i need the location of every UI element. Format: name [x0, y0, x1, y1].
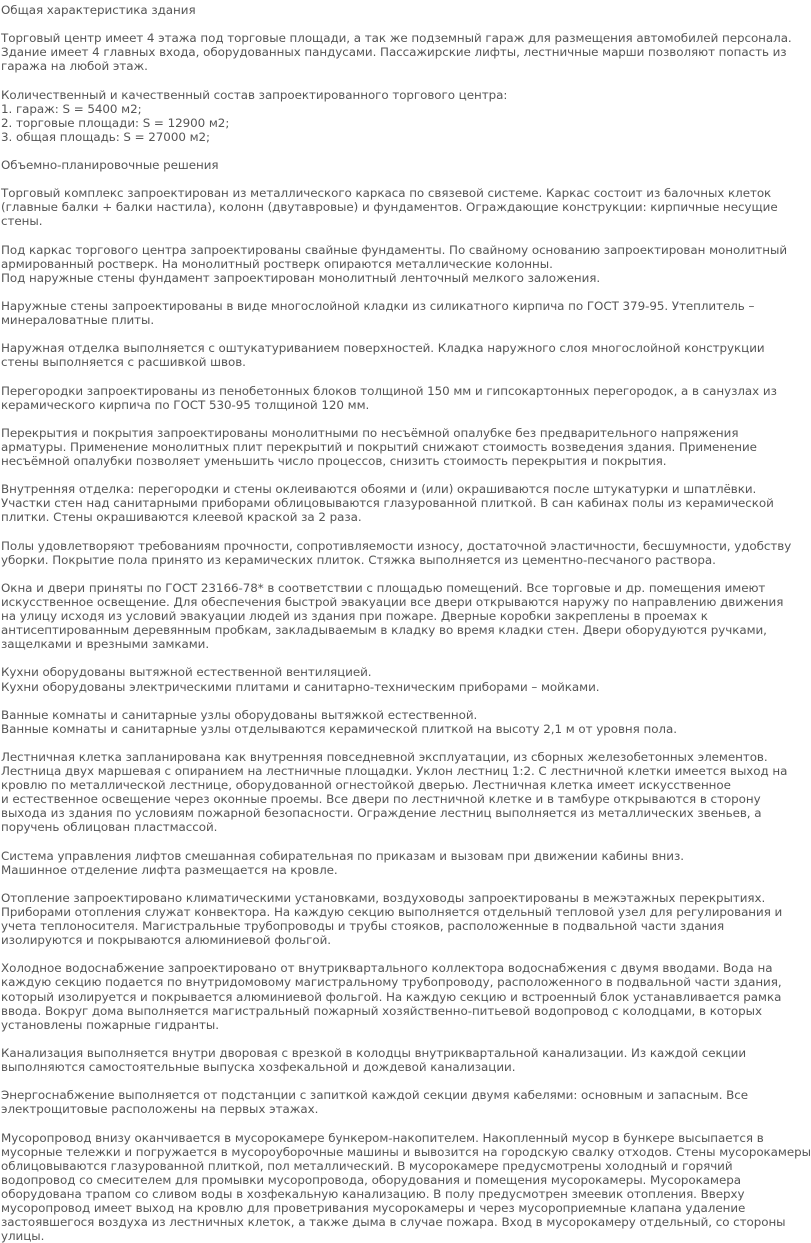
paragraph [1, 1046, 699, 1074]
text-line: Под каркас торгового центра запроектированы свайные фундаменты. По свайному основанию запроектирован монолитный [1, 243, 699, 257]
text-line: кровлю по металлической лестнице, оборудованной огнестойкой дверью. Лестничная клетка имеет искусственное [1, 778, 699, 792]
text-line: ввода. Вокруг дома выполняется магистральный пожарный хозяйственно-питьевой водопровод с колодцами, в которых [1, 1004, 699, 1018]
text-line: Лестница двух маршевая с опиранием на лестничные площадки. Уклон лестниц 1:2. С лестничной клетки имеется выход на [1, 764, 699, 778]
text-line: каждую секцию подается по внутридомовому магистральному трубопроводу, расположенного в подвальной части здания, [1, 975, 699, 989]
text-line: Перекрытия и покрытия запроектированы монолитными по несъёмной опалубке без предварительного напряжения [1, 426, 699, 440]
text-line: на улицу исходя из условий эвакуации людей из здания при пожаре. Дверные коробки закреплены в проемах к [1, 609, 699, 623]
text-line: поручень облицован пластмассой. [1, 820, 699, 834]
paragraph [1, 341, 699, 369]
text-line: (главные балки + балки настила), колонн (двутавровые) и фундаментов. Ограждающие конструкции: кирпичные несущие [1, 200, 699, 214]
text-line: застоявшегося воздуха из лестничных клеток, а также дыма в случае пожара. Вход в мусорокамеру отдельный, со стороны [1, 1215, 699, 1229]
text-line: уборки. Покрытие пола принято из керамических плиток. Стяжка выполняется из цементно-песчаного раствора. [1, 553, 699, 567]
text-line: Холодное водоснабжение запроектировано от внутриквартального коллектора водоснабжения с двумя вводами. Вода на [1, 961, 699, 975]
text-line: защелками и врезными замками. [1, 637, 699, 651]
text-line: который изолируется и покрывается алюминиевой фольгой. На каждую секцию и встроенный блок устанавливается рамка [1, 990, 699, 1004]
paragraph [1, 750, 699, 835]
text-line: и естественное освещение через оконные проемы. Все двери по лестничной клетке и в тамбуре открываются в сторону [1, 792, 699, 806]
paragraph [1, 243, 699, 285]
text-line: несъёмной опалубки позволяет уменьшить число процессов, снизить стоимость перекрытия и покрытия. [1, 454, 699, 468]
text-line: Под наружные стены фундамент запроектирован монолитный ленточный мелкого заложения. [1, 271, 699, 285]
paragraph [1, 1088, 699, 1116]
text-line: керамического кирпича по ГОСТ 530-95 толщиной 120 мм. [1, 398, 699, 412]
paragraph [1, 88, 699, 144]
text-line: водопровод со смесителем для промывки мусоропровода, оборудования и помещения мусорокамеры. Мусорокамера [1, 1173, 699, 1187]
text-line: Торговый центр имеет 4 этажа под торговые площади, а так же подземный гараж для размещения автомобилей персонала. [1, 31, 699, 45]
paragraph [1, 849, 699, 877]
section-heading [1, 3, 699, 17]
text-line: Лестничная клетка запланирована как внутренняя повседневной эксплуатации, из сборных железобетонных элементов. [1, 750, 699, 764]
text-line: Приборами отопления служат конвектора. На каждую секцию выполняется отдельный тепловой узел для регулирования и [1, 905, 699, 919]
text-line: Канализация выполняется внутри дворовая с врезкой в колодцы внутриквартальной канализации. Из каждой секции [1, 1046, 699, 1060]
text-line: Участки стен над санитарными приборами облицовываются глазурованной плиткой. В сан кабинах полы из керамической [1, 496, 699, 510]
text-line: Энергоснабжение выполняется от подстанции с запиткой каждой секции двумя кабелями: основным и запасным. Все [1, 1088, 699, 1102]
section-heading [1, 158, 699, 172]
paragraph [1, 708, 699, 736]
text-line: арматуры. Применение монолитных плит перекрытий и покрытий снижают стоимость возведения здания. Применение [1, 440, 699, 454]
text-line: армированный ростверк. На монолитный ростверк опираются металлические колонны. [1, 257, 699, 271]
text-line: Ванные комнаты и санитарные узлы оборудованы вытяжкой естественной. [1, 708, 699, 722]
text-line: Кухни оборудованы вытяжной естественной вентиляцией. [1, 665, 699, 679]
text-line: облицовываются глазурованной плиткой, пол металлический. В мусорокамере предусмотрены холодный и горячий [1, 1159, 699, 1173]
text-line: изолируются и покрываются алюминиевой фольгой. [1, 933, 699, 947]
text-line: стены. [1, 214, 699, 228]
text-line: плитки. Стены окрашиваются клеевой краской за 2 раза. [1, 510, 699, 524]
text-line: электрощитовые расположены на первых этажах. [1, 1102, 699, 1116]
text-line: выхода из здания по условиям пожарной безопасности. Ограждение лестниц выполняется из металлических звеньев, а [1, 806, 699, 820]
paragraph [1, 31, 699, 73]
text-line: Мусоропровод внизу оканчивается в мусорокамере бункером-накопителем. Накопленный мусор в бункере высыпается в [1, 1131, 699, 1145]
text-line: Полы удовлетворяют требованиям прочности, сопротивляемости износу, достаточной эластичности, бесшумности, удобству [1, 539, 699, 553]
paragraph [1, 426, 699, 468]
text-line: антисептированным деревянным пробкам, закладываемым в кладку во время кладки стен. Двери оборудуются ручками, [1, 623, 699, 637]
paragraph [1, 961, 699, 1031]
text-line: Общая характеристика здания [1, 3, 699, 17]
paragraph [1, 891, 699, 947]
paragraph [1, 665, 699, 693]
text-line: Торговый комплекс запроектирован из металлического каркаса по связевой системе. Каркас состоит из балочных клеток [1, 186, 699, 200]
text-line: стены выполняется с расшивкой швов. [1, 355, 699, 369]
text-line: 3. общая площадь: S = 27000 м2; [1, 130, 699, 144]
text-line: Кухни оборудованы электрическими плитами и санитарно-техническим приборами – мойками. [1, 680, 699, 694]
text-line: гаража на любой этаж. [1, 59, 699, 73]
text-line: выполняются самостоятельные выпуска хозфекальной и дождевой канализации. [1, 1060, 699, 1074]
text-line: Окна и двери приняты по ГОСТ 23166-78* в соответствии с площадью помещений. Все торговые и др. помещения имеют [1, 581, 699, 595]
text-line: улицы. [1, 1229, 699, 1243]
text-line: Внутренняя отделка: перегородки и стены оклеиваются обоями и (или) окрашиваются после штукатурки и шпатлёвки. [1, 482, 699, 496]
text-line: Здание имеет 4 главных входа, оборудованных пандусами. Пассажирские лифты, лестничные марши позволяют попасть из [1, 45, 699, 59]
text-line: Наружные стены запроектированы в виде многослойной кладки из силикатного кирпича по ГОСТ 379-95. Утеплитель – [1, 299, 699, 313]
text-line: Наружная отделка выполняется с оштукатуриванием поверхностей. Кладка наружного слоя многослойной конструкции [1, 341, 699, 355]
paragraph [1, 186, 699, 228]
text-line: мусорные тележки и погружается в мусороуборочные машины и вывозится на городскую свалку отходов. Стены мусорокамеры [1, 1145, 699, 1159]
text-line: искусственное освещение. Для обеспечения быстрой эвакуации все двери открываются наружу по направлению движения [1, 595, 699, 609]
paragraph [1, 539, 699, 567]
text-line: мусоропровод имеет выход на кровлю для проветривания мусорокамеры и через мусороприемные клапана удаление [1, 1201, 699, 1215]
text-line: Перегородки запроектированы из пенобетонных блоков толщиной 150 мм и гипсокартонных перегородок, а в санузлах из [1, 384, 699, 398]
text-line: Ванные комнаты и санитарные узлы отделываются керамической плиткой на высоту 2,1 м от уровня пола. [1, 722, 699, 736]
paragraph [1, 1131, 699, 1243]
text-line: минераловатные плиты. [1, 313, 699, 327]
text-line: установлены пожарные гидранты. [1, 1018, 699, 1032]
text-line: Машинное отделение лифта размещается на кровле. [1, 863, 699, 877]
text-line: 1. гараж: S = 5400 м2; [1, 102, 699, 116]
text-line: Отопление запроектировано климатическими установками, воздуховоды запроектированы в межэтажных перекрытиях. [1, 891, 699, 905]
paragraph [1, 384, 699, 412]
text-line: Система управления лифтов смешанная собирательная по приказам и вызовам при движении кабины вниз. [1, 849, 699, 863]
paragraph [1, 581, 699, 651]
text-line: оборудована трапом со сливом воды в хозфекальную канализацию. В полу предусмотрен змеевик отопления. Вверху [1, 1187, 699, 1201]
text-line: 2. торговые площади: S = 12900 м2; [1, 116, 699, 130]
text-line: учета теплоносителя. Магистральные трубопроводы и трубы стояков, расположенные в подвальной части здания [1, 919, 699, 933]
paragraph [1, 299, 699, 327]
paragraph [1, 482, 699, 524]
text-line: Объемно-планировочные решения [1, 158, 699, 172]
text-line: Количественный и качественный состав запроектированного торгового центра: [1, 88, 699, 102]
